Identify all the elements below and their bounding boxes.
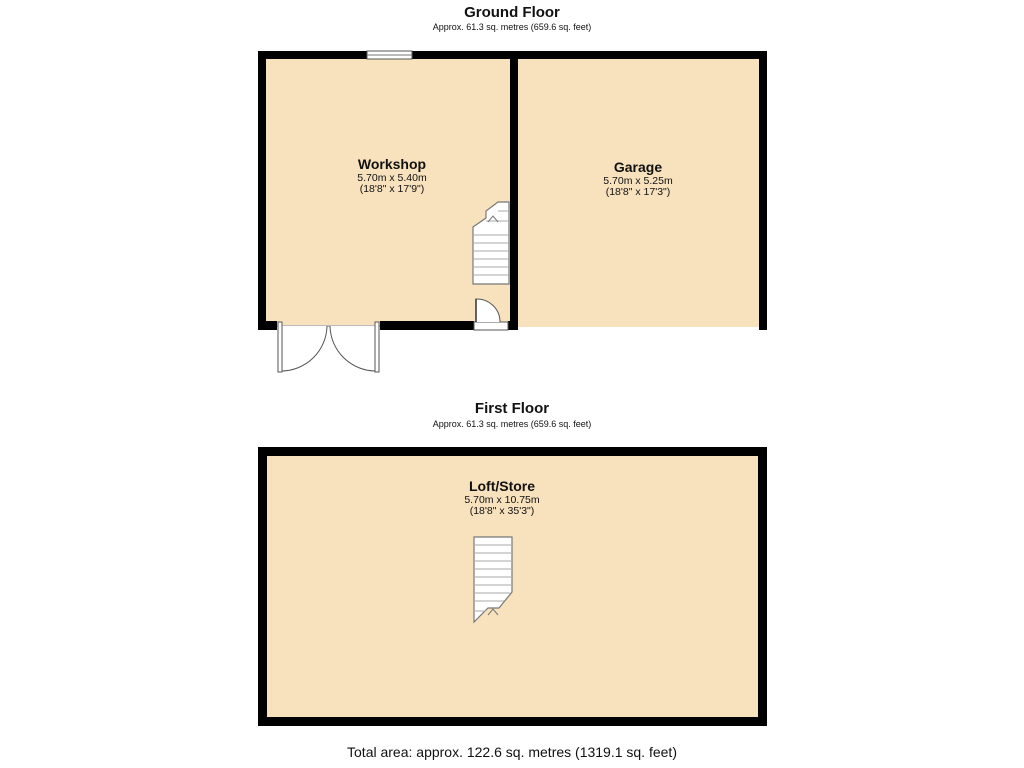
room-name: Workshop — [357, 156, 427, 172]
room-dimensions-imperial: (18'8" x 17'3") — [605, 186, 671, 199]
ground-floor-plan — [258, 51, 767, 372]
room-dimensions-metric: 5.70m x 10.75m — [464, 493, 540, 506]
room-dimensions-imperial: (18'8" x 35'3") — [469, 505, 535, 518]
ground-floor-title: Ground Floor — [464, 4, 560, 21]
ground-floor-area: Approx. 61.3 sq. metres (659.6 sq. feet) — [432, 22, 592, 32]
workshop-double-doors — [277, 322, 380, 372]
first-floor-title: First Floor — [474, 400, 550, 417]
room-dimensions-imperial: (18'8" x 17'9") — [359, 183, 425, 196]
room-dimensions-metric: 5.70m x 5.25m — [603, 174, 673, 187]
room-name: Garage — [613, 159, 663, 175]
room-label-garage — [578, 160, 698, 199]
room-label-workshop — [332, 157, 452, 196]
workshop-window — [367, 51, 412, 59]
room-label-loft-store — [432, 479, 572, 518]
total-area: Total area: approx. 122.6 sq. metres (1319.1 sq. feet) — [347, 744, 677, 760]
room-name: Loft/Store — [468, 478, 536, 494]
first-floor-area: Approx. 61.3 sq. metres (659.6 sq. feet) — [432, 419, 592, 429]
room-dimensions-metric: 5.70m x 5.40m — [357, 171, 427, 184]
